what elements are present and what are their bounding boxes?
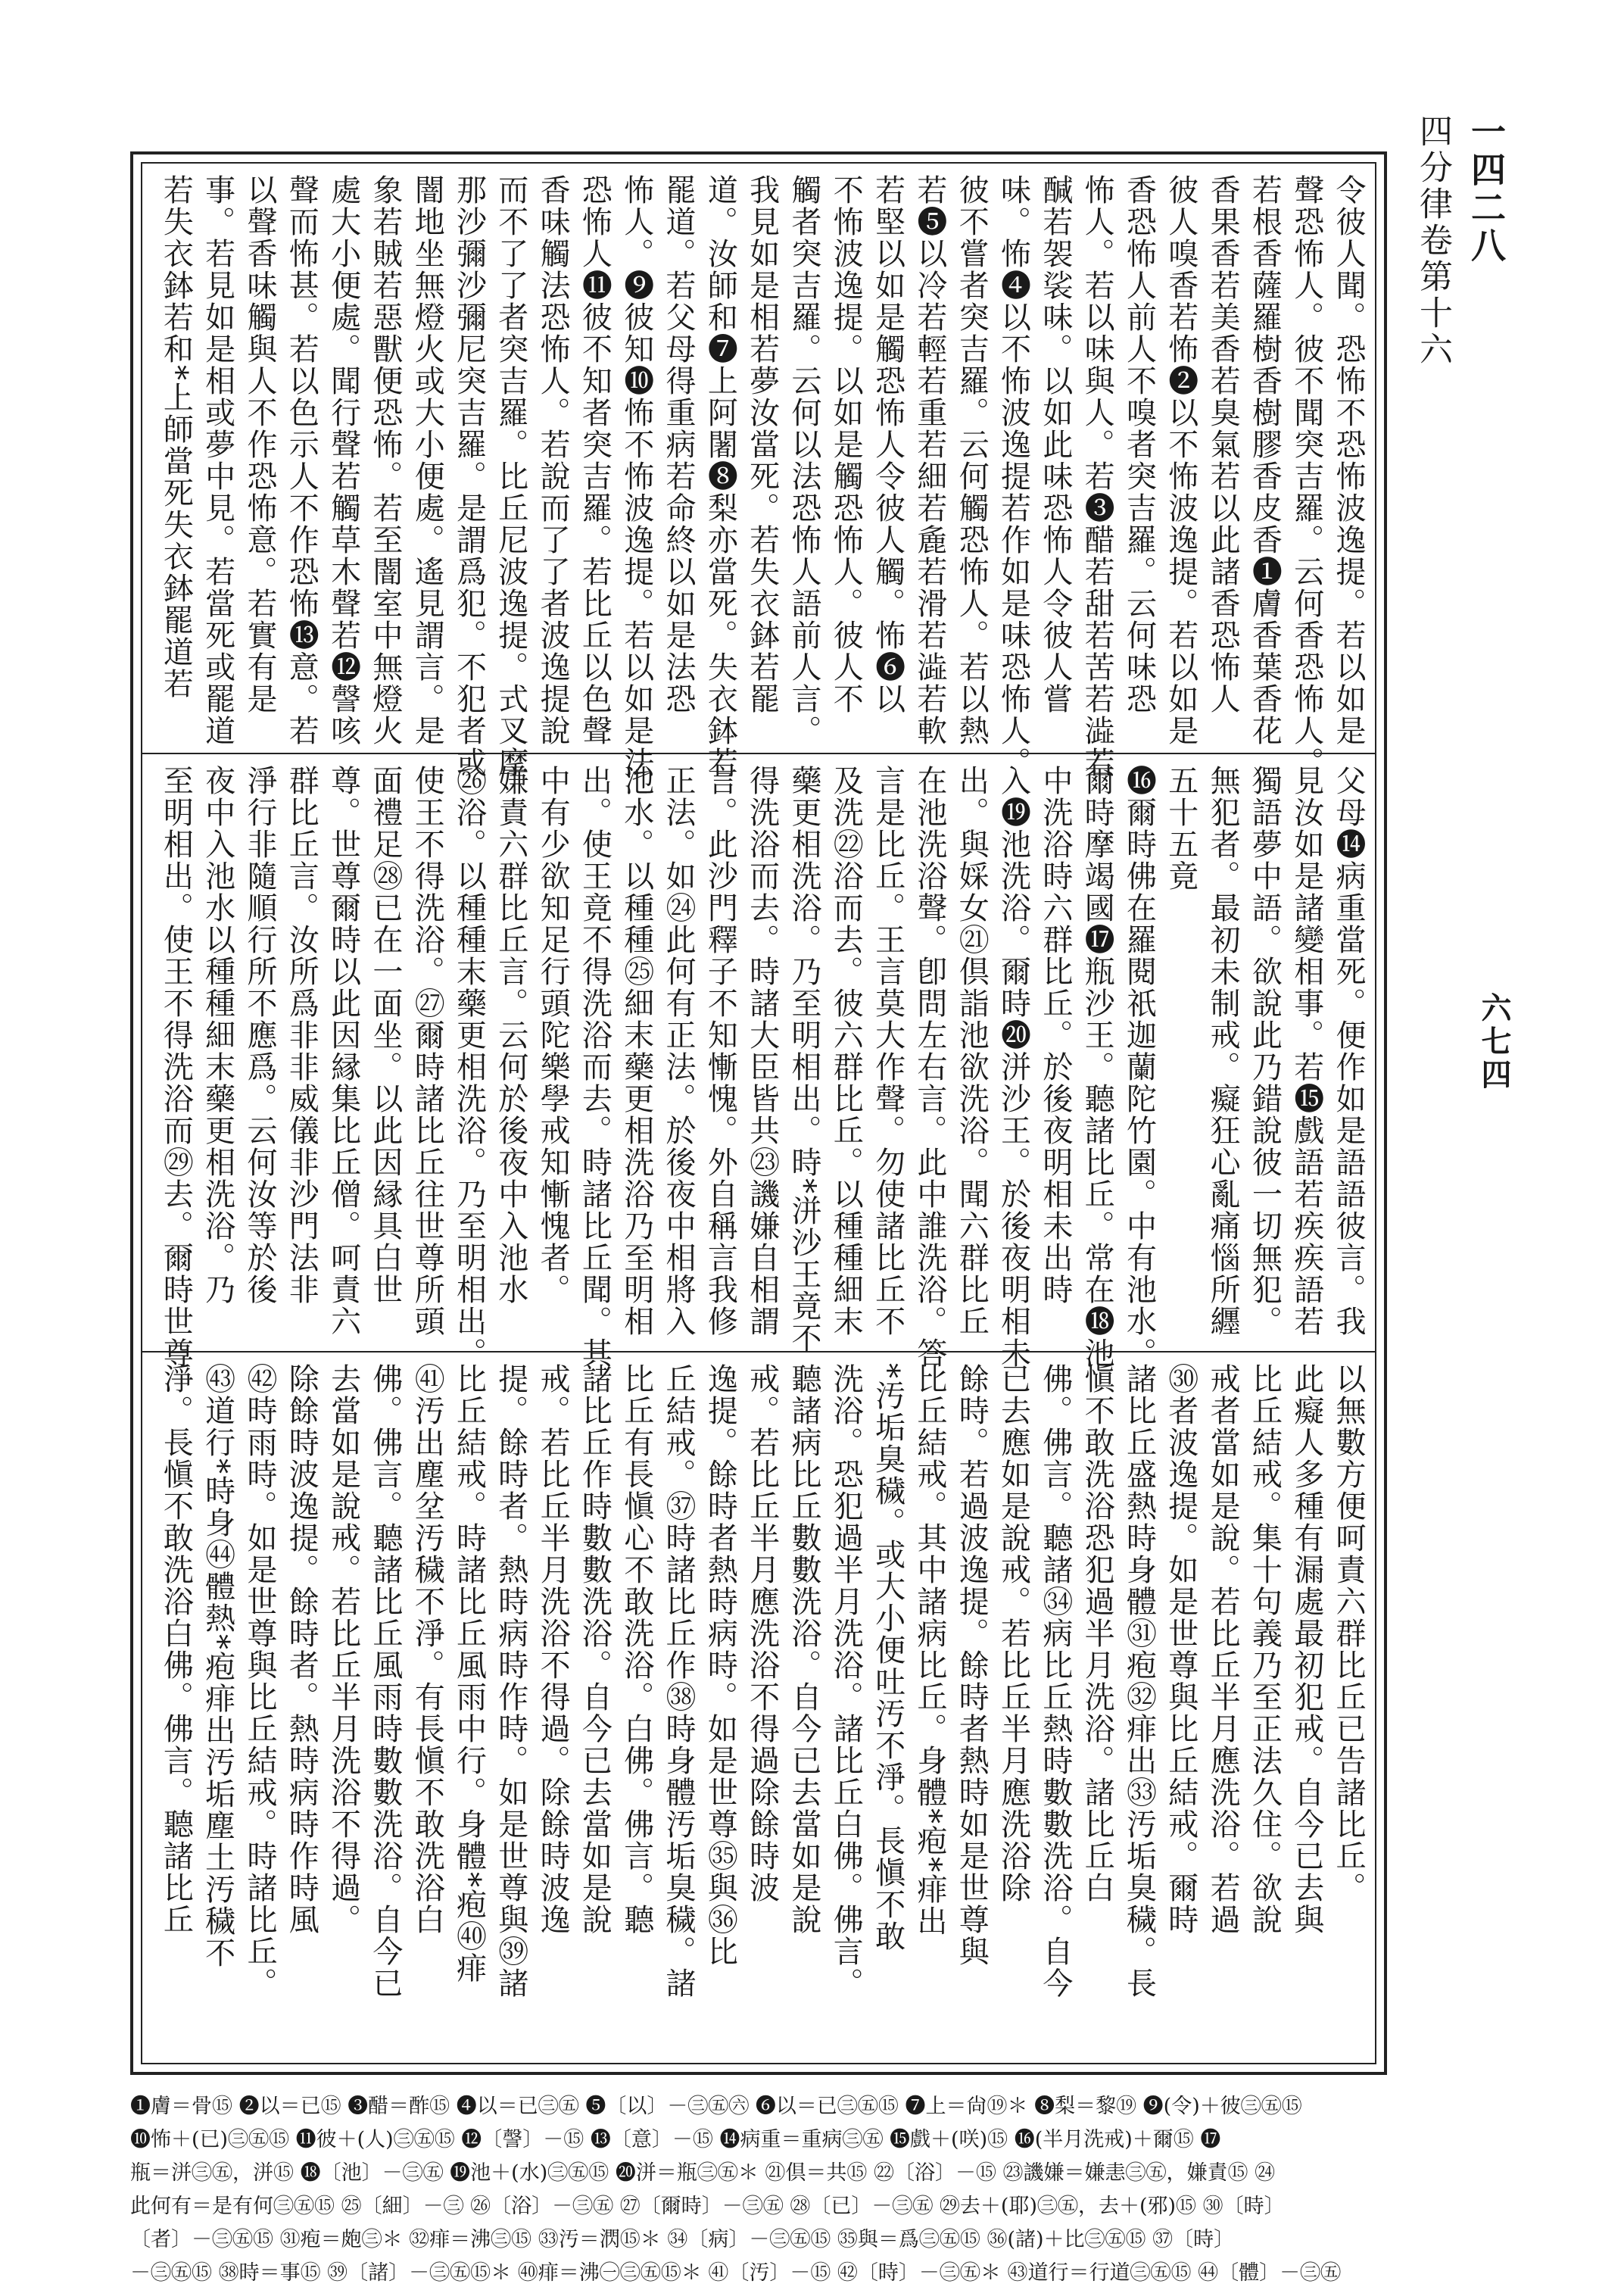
footnote-line: 此何有＝是有何㊂㊄⑮ ㉕〔細〕－㊂ ㉖〔浴〕－㊂㊄ ㉗〔爾時〕－㊂㊄ ㉘〔已〕－㊂㊄ ㉙去＋(耶)㊂㊄，去＋(邪)⑮ ㉚〔時〕 [130,2195,1285,2218]
text-column: 獨語夢中語。欲說此乃錯說彼一切無犯。 [1247,765,1283,1337]
text-column: 及洗㉒浴而去。彼六群比丘。以種種細末 [828,765,864,1337]
text-column: 在池洗浴聲。卽問左右言。此中誰洗浴。答 [912,765,947,1369]
text-column: 此癡人多種有漏處最初犯戒。自今已去與 [1289,1363,1324,1936]
footnotes [130,2090,1387,2285]
text-column: 嫌責六群比丘言。云何於後夜中入池水 [493,765,528,1306]
text-column: 聲恐怖人。彼不聞突吉羅。云何香恐怖人。 [1289,174,1324,778]
text-column: 至明相出。使王不得洗浴而㉙去。爾時世尊 [158,765,194,1369]
text-column: 以無數方便呵責六群比丘已告諸比丘。 [1331,1363,1366,1904]
text-column: ㉚者波逸提。如是世尊與比丘結戒。爾時 [1163,1363,1199,1936]
text-column: 比丘結戒。時諸比丘風雨中行。身體*疱㊵痱 [451,1363,487,1984]
text-column: 我見如是相若夢汝當死。若失衣鉢若罷 [744,174,780,715]
page-number: 一四二八 [1466,114,1507,265]
register-top [142,164,1375,778]
text-column: 言。此沙門釋子不知慚愧。外自稱言我修 [703,765,738,1337]
text-column: 恐怖人⓫彼不知者突吉羅。若比丘以色聲 [577,174,613,747]
text-column: 尊。世尊爾時以此因縁集比丘僧。呵責六 [326,765,361,1337]
text-column: 比丘結戒。集十句義乃至正法久住。欲說 [1247,1363,1283,1936]
text-column: 不怖波逸提。以如是觸恐怖人。彼人不 [828,174,864,715]
canon-page-reference: 六七四 [1476,992,1512,1092]
text-column: 香恐怖人前人不嗅者突吉羅。云何味恐 [1121,174,1157,715]
text-column: 若堅以如是觸恐怖人令彼人觸。怖❻以 [870,174,906,715]
text-column: 淨行非隨順行所不應爲。云何汝等於後 [242,765,277,1306]
text-column: 夜中入池水以種種細末藥更相洗浴。乃 [200,765,235,1306]
footnote-line: 瓶＝洴㊂㊄，洴⑮ ⓲〔池〕－㊂㊄ ⓳池＋(水)㊂㊄⑮ ⓴洴＝瓶㊂㊄＊ ㉑倶＝共⑮ ㉒〔浴〕－⑮ ㉓譏嫌＝嫌恚㊂㊄，嫌責⑮ ㉔ [130,2161,1276,2185]
text-column: 入⓳池洗浴。爾時⓴洴沙王。於後夜明相未 [996,765,1031,1369]
text-column: 正法。如㉔此何有正法。於後夜中相將入 [661,765,697,1337]
text-column: 除餘時波逸提。餘時者。熱時病時作時風 [284,1363,320,1936]
text-column: 道。汝師和❼上阿闍❽梨亦當死。失衣鉢若 [703,174,738,778]
text-column: 彼人嗅香若怖❷以不怖波逸提。若以如是 [1163,174,1199,747]
text-column: 以聲香味觸與人不作恐怖意。若實有是 [242,174,277,715]
text-column: 池水。以種種㉕細末藥更相洗浴乃至明相 [619,765,654,1337]
text-column: 比丘有長愼心不敢洗浴。白佛。佛言。聽 [619,1363,654,1936]
text-column: 見汝如是諸變相事。若⓯戲語若疾疾語若 [1289,765,1324,1337]
text-column: 使王不得洗浴。㉗爾時諸比丘往世尊所頭 [410,765,445,1337]
text-column: 戒者當如是說。若比丘半月應洗浴。若過 [1205,1363,1241,1936]
text-column: 戒。若比丘半月應洗浴不得過除餘時波 [744,1363,780,1904]
text-column: 佛。佛言。聽諸比丘風雨時數數洗浴。自今已 [367,1363,403,1999]
text-column: 言是比丘。王言莫大作聲。勿使諸比丘不 [870,765,906,1337]
text-column: 餘時。若過波逸提。餘時者熱時如是世尊與 [954,1363,990,1967]
text-column: 得洗浴而去。時諸大臣皆共㉓譏嫌自相謂 [744,765,780,1337]
register-bottom [142,1352,1375,2069]
text-column: 若❺以冷若輕若重若細若麁若滑若澁若軟 [912,174,947,747]
text-column: ⓰爾時佛在羅閱祇迦蘭陀竹園。中有池水。 [1121,765,1157,1369]
text-frame-inner [141,162,1376,2064]
footnote-line: ❿怖＋(已)㊂㊄⑮ ⓫彼＋(人)㊂㊄⑮ ⓬〔謦〕－⑮ ⓭〔意〕－⑮ ⓮病重＝重病㊂㊄ ⓯戲＋(咲)⑮ ⓰(半月洗戒)＋爾⑮ ⓱ [130,2128,1221,2151]
text-column: 無犯者。最初未制戒。癡狂心亂痛惱所纒 [1205,765,1241,1337]
text-column: 事。若見如是相或夢中見。若當死或罷道 [200,174,235,747]
text-column: 出。與婇女㉑倶詣池欲洗浴。聞六群比丘 [954,765,990,1337]
text-column: ㉖浴。以種種末藥更相洗浴。乃至明相出。 [451,765,487,1369]
text-column: 提。餘時者。熱時病時作時。如是世尊與㊴諸 [493,1363,528,1999]
text-column: 醎若袈裟味。以如此味恐怖人令彼人嘗 [1037,174,1073,715]
text-column: ㊷時雨時。如是世尊與比丘結戒。時諸比丘。 [242,1363,277,1999]
footnote-line: ❶膚＝骨⑮ ❷以＝已⑮ ❸醋＝酢⑮ ❹以＝已㊂㊄ ❺〔以〕－㊂㊄㊅ ❻以＝已㊂㊄⑮ ❼上＝尙⑲＊ ❽梨＝黎⑲ ❾(令)＋彼㊂㊄⑮ [130,2095,1302,2118]
text-column: 戒。若比丘半月洗浴不得過。除餘時波逸 [535,1363,571,1936]
text-column: 中有少欲知足行頭陀樂學戒知慚愧者。 [535,765,571,1306]
text-column: ㊸道行*時身㊹體熱*疱痱出汚垢塵土汚穢不 [200,1363,235,1969]
text-column: 愼不敢洗浴恐犯過半月洗浴。諸比丘白 [1080,1363,1115,1904]
register-middle [142,754,1375,1369]
text-column: 佛。佛言。聽諸㉞病比丘熱時數數洗浴。自今 [1037,1363,1073,1999]
text-column: 淨。長愼不敢洗浴白佛。佛言。聽諸比丘 [158,1363,194,1936]
text-column: 彼不嘗者突吉羅。云何觸恐怖人。若以熱 [954,174,990,747]
text-column: 那沙彌沙彌尼突吉羅。是謂爲犯。不犯者或 [451,174,487,778]
text-column: 若失衣鉢若和*上師當死失衣鉢罷道若 [158,174,194,700]
text-column: 洗浴。恐犯過半月洗浴。諸比丘白佛。佛言。 [828,1363,864,1999]
text-column: ㊶汚出塵坌汚穢不淨。有長愼不敢洗浴白 [410,1363,445,1936]
text-column: 觸者突吉羅。云何以法恐怖人語前人言。 [786,174,821,747]
footnote-line: 〔者〕－㊂㊄⑮ ㉛疱＝皰㊂＊ ㉜痱＝沸㊂⑮ ㉝汚＝㴸⑮＊ ㉞〔病〕－㊂㊄⑮ ㉟與＝爲㊂㊄⑮ ㊱(諸)＋比㊂㊄⑮ ㊲〔時〕 [130,2228,1235,2251]
text-column: 象若賊若惡獸便恐怖。若至闇室中無燈火 [367,174,403,747]
text-column: 已去應如是說戒。若比丘半月應洗浴除 [996,1363,1031,1904]
text-column: 味。怖❹以不怖波逸提若作如是味恐怖人。 [996,174,1031,778]
text-column: 令彼人聞。恐怖不恐怖波逸提。若以如是 [1331,174,1366,747]
text-column: 罷道。若父母得重病若命終以如是法恐 [661,174,697,715]
text-frame [130,151,1387,2075]
text-column: 中洗浴時六群比丘。於後夜明相未出時 [1037,765,1073,1306]
text-column: 處大小便處。聞行聲若觸草木聲若⓬謦咳 [326,174,361,747]
text-column: 聲而怖甚。若以色示人不作恐怖⓭意。若 [284,174,320,747]
text-column: 面禮足㉘已在一面坐。以此因縁具白世 [367,765,403,1306]
text-column: 怖人。若以味與人。若❸醋若甜若苦若澁若 [1080,174,1115,778]
text-column: 香味觸法恐怖人。若說而了了者波逸提說 [535,174,571,747]
text-column: 若根香薩羅樹香樹膠香皮香❶膚香葉香花 [1247,174,1283,747]
text-column: 藥更相洗浴。乃至明相出。時*洴沙王竟不 [786,765,821,1354]
volume-title: 四分律卷第十六 [1414,114,1452,368]
text-column: 闇地坐無燈火或大小便處。遙見謂言。是 [410,174,445,747]
text-column: 父母⓮病重當死。便作如是語語彼言。我 [1331,765,1366,1337]
text-column: 聽諸病比丘數數洗浴。自今已去當如是說 [786,1363,821,1936]
text-column: 而不了了者突吉羅。比丘尼波逸提。式叉摩 [493,174,528,778]
text-column: 逸提。餘時者熱時病時。如是世尊㉟與㊱比 [703,1363,738,1967]
text-column: 諸比丘盛熱時身體㉛疱㉜痱出㉝汚垢臭穢。長 [1121,1363,1157,1999]
text-column: 香果香若美香若臭氣若以此諸香恐怖人 [1205,174,1241,715]
footnote-line: －㊂㊄⑮ ㊳時＝事⑮ ㊴〔諸〕－㊂㊄⑮＊ ㊵痱＝沸㊀㊂㊄⑮＊ ㊶〔汚〕－⑮ ㊷〔時〕－㊂㊄＊ ㊸道行＝行道㊂㊄⑮ ㊹〔體〕－㊂㊄ [130,2261,1342,2285]
text-column: 五十五竟 [1163,765,1199,892]
text-column: 諸比丘作時數數洗浴。自今已去當如是說 [577,1363,613,1936]
text-column: 爾時摩竭國⓱瓶沙王。聽諸比丘。常在⓲池 [1080,765,1115,1369]
text-column: 去當如是說戒。若比丘半月洗浴不得過。 [326,1363,361,1936]
text-column: 群比丘言。汝所爲非非威儀非沙門法非 [284,765,320,1306]
text-column: 出。使王竟不得洗浴而去。時諸比丘聞。其 [577,765,613,1369]
text-column: 丘結戒。㊲時諸比丘作㊳時身體汚垢臭穢。諸 [661,1363,697,1999]
text-column: 怖人。❾彼知❿怖不怖波逸提。若以如是法 [619,174,654,778]
text-column: 比丘結戒。其中諸病比丘。身體*疱*痱出 [912,1363,947,1937]
text-column: *汚垢臭穢。或大小便吐汚不淨。長愼不敢 [870,1363,906,1952]
